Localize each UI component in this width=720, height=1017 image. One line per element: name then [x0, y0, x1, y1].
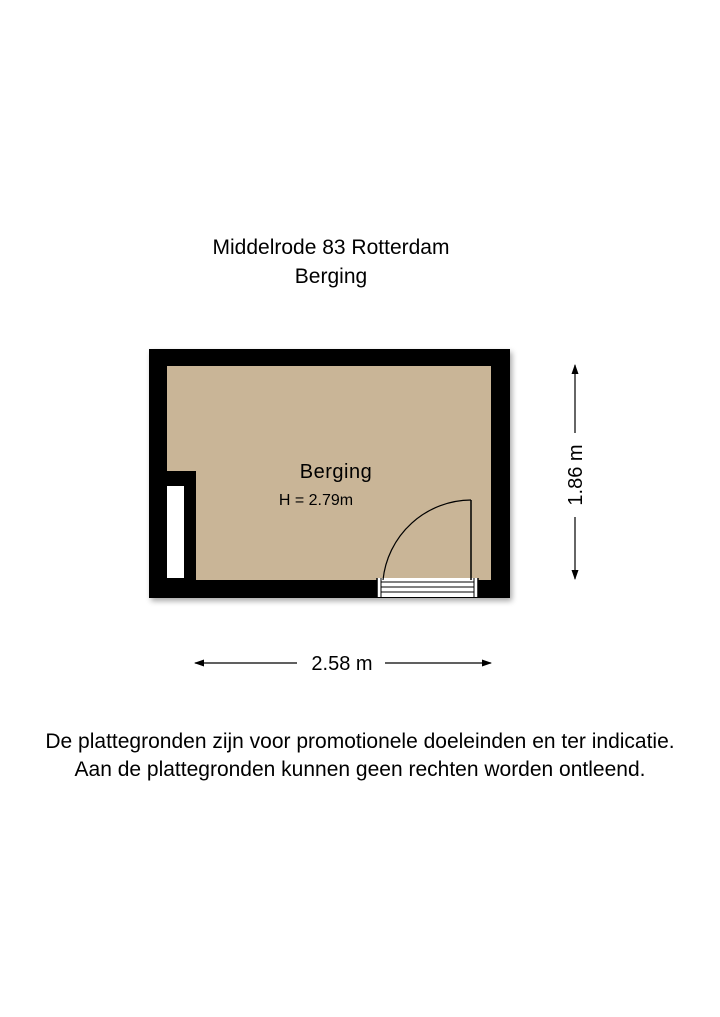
disclaimer-line-2: Aan de plattegronden kunnen geen rechten worden ontleend.: [74, 758, 646, 781]
door-opening: [377, 578, 478, 597]
depth-label: 1.86 m: [565, 444, 587, 506]
disclaimer: [0, 728, 720, 784]
width-dimension: [195, 653, 491, 675]
width-label: 2.58 m: [311, 653, 373, 675]
room-label: Berging: [299, 461, 373, 483]
address-title: Middelrode 83 Rotterdam: [212, 236, 450, 259]
room-height-label: H = 2.79m: [278, 492, 354, 509]
depth-dimension: [565, 365, 587, 579]
floor-title: Berging: [294, 265, 368, 288]
room-berging: [149, 349, 510, 598]
disclaimer-line-1: De plattegronden zijn voor promotionele doeleinden en ter indicatie.: [45, 730, 675, 753]
niche-opening: [167, 486, 184, 578]
